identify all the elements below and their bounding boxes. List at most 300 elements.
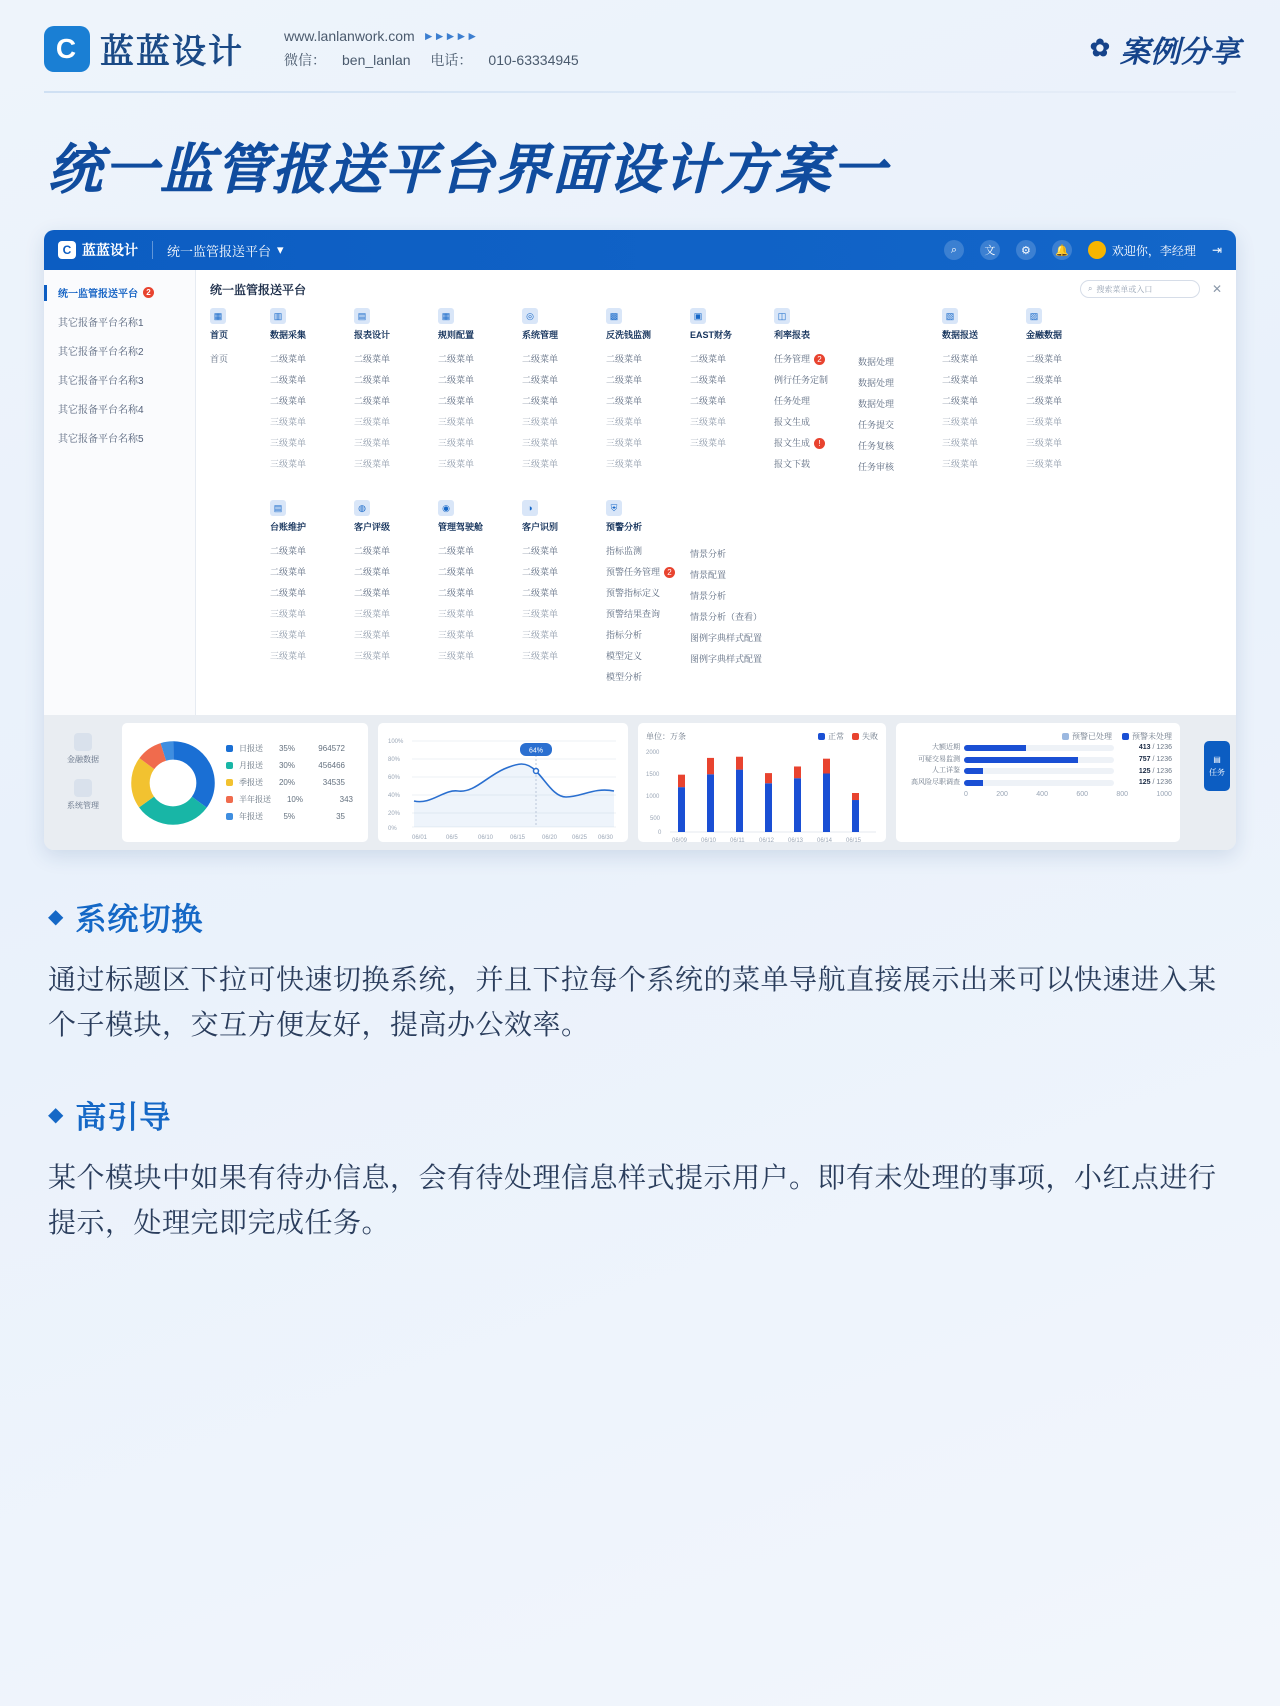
menu-item[interactable]	[270, 433, 354, 454]
svg-text:06/01: 06/01	[412, 835, 428, 841]
hbar-value: 125 / 1236	[1138, 779, 1172, 787]
menu-item[interactable]	[354, 604, 438, 625]
menu-item-label: 图例字典样式配置	[690, 654, 763, 664]
hbar-rows	[904, 744, 1172, 787]
menu-item-label: 任务审核	[858, 462, 895, 472]
menu-item[interactable]	[522, 370, 606, 391]
menu-item-label: 二级菜单	[354, 354, 391, 364]
menu-item[interactable]	[522, 604, 606, 625]
menu-item[interactable]	[270, 349, 354, 370]
menu-item[interactable]	[354, 454, 438, 475]
menu-item-label: 情景分析（查看）	[690, 612, 763, 622]
legend-value: 35	[336, 812, 345, 821]
menu-item[interactable]	[354, 625, 438, 646]
brand-name: 蓝蓝设计	[100, 33, 244, 71]
menu-item[interactable]	[858, 436, 942, 457]
platform-sidebar	[44, 270, 196, 715]
menu-item[interactable]	[522, 412, 606, 433]
menu-item[interactable]	[942, 370, 1026, 391]
menu-item[interactable]	[858, 394, 942, 415]
menu-item-label: 三级菜单	[522, 609, 559, 619]
section-heading: 高引导	[75, 1099, 172, 1135]
svg-text:20%: 20%	[388, 811, 401, 817]
menu-item[interactable]	[270, 604, 354, 625]
svg-text:06/30: 06/30	[598, 835, 614, 841]
menu-item[interactable]	[354, 646, 438, 667]
menu-column-title[interactable]: 规则配置	[438, 330, 475, 340]
menu-item-label: 二级菜单	[606, 375, 643, 385]
menu-item[interactable]	[942, 433, 1026, 454]
menu-item[interactable]	[1026, 433, 1110, 454]
menu-item-label: 二级菜单	[270, 588, 307, 598]
menu-item[interactable]	[438, 433, 522, 454]
menu-item-label: 三级菜单	[354, 609, 391, 619]
task-label: 任务	[1209, 767, 1225, 777]
menu-item-label: 任务提交	[858, 420, 895, 430]
menu-item-label: 三级菜单	[522, 417, 559, 427]
menu-item-label: 二级菜单	[438, 354, 475, 364]
legend-label: 预警未处理	[1132, 732, 1172, 741]
menu-item[interactable]	[270, 370, 354, 391]
menu-item[interactable]	[438, 391, 522, 412]
menu-item[interactable]	[606, 562, 690, 583]
menu-item[interactable]	[438, 562, 522, 583]
hbar-value: 757 / 1236	[1138, 756, 1172, 764]
menu-item-label: 二级菜单	[522, 546, 559, 556]
menu-item[interactable]	[774, 454, 858, 475]
menu-item[interactable]	[270, 541, 354, 562]
hbar-track	[964, 757, 1114, 763]
menu-column-title[interactable]: 利率报表	[774, 330, 811, 340]
user-greeting: 欢迎你，李经理	[1111, 243, 1196, 258]
gear-icon	[74, 779, 92, 797]
menu-item[interactable]	[522, 433, 606, 454]
menu-item[interactable]	[858, 373, 942, 394]
menu-item[interactable]	[1026, 391, 1110, 412]
system-switcher[interactable]	[167, 241, 284, 260]
menu-column-icon: ◍	[354, 500, 370, 516]
menu-item[interactable]	[270, 646, 354, 667]
menu-column-title[interactable]: 报表设计	[354, 330, 391, 340]
menu-column	[438, 500, 522, 688]
menu-item[interactable]: 首页	[210, 354, 229, 364]
gear-icon[interactable]: ⚙	[1016, 240, 1036, 260]
phone-value: 010-63334945	[488, 51, 579, 68]
menu-item[interactable]	[354, 349, 438, 370]
menu-item[interactable]	[270, 625, 354, 646]
svg-text:06/20: 06/20	[542, 835, 558, 841]
menu-column	[270, 308, 354, 478]
menu-item-label: 报文生成	[774, 438, 811, 448]
logo-glyph: C	[55, 32, 77, 64]
menu-item-label: 二级菜单	[690, 375, 727, 385]
legend-percent: 10%	[286, 795, 303, 804]
menu-item-label: 预警任务管理	[606, 567, 661, 577]
menu-column	[606, 308, 690, 478]
menu-column-title[interactable]: 管理驾驶舱	[438, 522, 484, 532]
menu-item[interactable]	[942, 454, 1026, 475]
menu-column-icon: ◫	[774, 308, 790, 324]
menu-item[interactable]	[774, 433, 858, 454]
menu-item[interactable]	[522, 391, 606, 412]
menu-item[interactable]	[270, 562, 354, 583]
close-icon[interactable]: ✕	[1211, 282, 1222, 296]
menu-item[interactable]	[522, 625, 606, 646]
menu-item-label: 二级菜单	[942, 396, 979, 406]
menu-column	[522, 308, 606, 478]
svg-text:1500: 1500	[646, 772, 660, 778]
menu-item-label: 指标监测	[606, 546, 643, 556]
bell-icon[interactable]: 🔔	[1052, 240, 1072, 260]
mini-sidebar	[54, 723, 112, 842]
menu-item-label: 三级菜单	[270, 630, 307, 640]
share-text: 案例分享	[1120, 35, 1240, 69]
menu-item[interactable]	[690, 433, 774, 454]
avatar	[1088, 241, 1106, 259]
diamond-icon: ◆	[48, 1103, 64, 1126]
sidebar-item[interactable]	[44, 307, 195, 336]
menu-item[interactable]	[270, 454, 354, 475]
menu-item[interactable]	[438, 412, 522, 433]
menu-item-label: 任务复核	[858, 441, 895, 451]
app-logo	[58, 240, 138, 260]
menu-item[interactable]	[438, 646, 522, 667]
page-title: 统一监管报送平台界面设计方案一	[48, 140, 888, 200]
menu-item-label: 三级菜单	[438, 438, 475, 448]
menu-item[interactable]	[354, 433, 438, 454]
menu-item-label: 二级菜单	[438, 588, 475, 598]
search-placeholder: 搜索菜单或入口	[1096, 284, 1153, 294]
svg-text:06/5: 06/5	[446, 835, 458, 841]
menu-item[interactable]	[690, 349, 774, 370]
menu-item-label: 三级菜单	[354, 459, 391, 469]
menu-column-title[interactable]: 系统管理	[522, 330, 559, 340]
donut-chart	[130, 740, 216, 826]
menu-item[interactable]	[774, 391, 858, 412]
menu-item[interactable]	[774, 370, 858, 391]
sidebar-item[interactable]	[44, 423, 195, 452]
hbar-fill	[964, 745, 1026, 751]
hbar-track	[964, 780, 1114, 786]
app-header	[44, 230, 1236, 270]
menu-item[interactable]	[1026, 412, 1110, 433]
menu-column-icon: ▨	[1026, 308, 1042, 324]
page-subtitle: 统一监管报送平台	[210, 282, 307, 297]
hbar-fill	[964, 757, 1078, 763]
menu-item[interactable]	[270, 583, 354, 604]
menu-item[interactable]	[522, 583, 606, 604]
menu-item[interactable]	[690, 391, 774, 412]
menu-item[interactable]	[1026, 454, 1110, 475]
menu-item-label: 任务处理	[774, 396, 811, 406]
sidebar-item-label: 其它报备平台名称2	[58, 347, 144, 358]
section-heading: 系统切换	[75, 902, 204, 937]
menu-grid-row1	[210, 308, 1222, 478]
menu-item-label: 预警指标定义	[606, 588, 661, 598]
bar-chart-header	[646, 731, 878, 742]
hbar-label: 高风险尽职调查	[911, 779, 960, 787]
menu-item-label: 二级菜单	[438, 396, 475, 406]
svg-text:100%: 100%	[388, 739, 404, 745]
menu-item[interactable]	[690, 412, 774, 433]
menu-item[interactable]	[942, 391, 1026, 412]
legend-item	[226, 774, 353, 791]
menu-column-title[interactable]: 反洗钱监测	[606, 330, 652, 340]
menu-column	[606, 500, 690, 688]
menu-column-icon: ⛨	[606, 500, 622, 516]
menu-item[interactable]	[354, 562, 438, 583]
sidebar-item-active[interactable]	[44, 278, 195, 307]
legend-label: 月报送	[239, 761, 263, 770]
menu-item-label: 二级菜单	[354, 396, 391, 406]
menu-item[interactable]	[438, 454, 522, 475]
svg-text:06/10: 06/10	[701, 838, 717, 844]
menu-item[interactable]	[690, 586, 774, 607]
hbar-fill	[964, 780, 983, 786]
header-divider	[44, 91, 1236, 93]
menu-item-label: 二级菜单	[354, 375, 391, 385]
svg-text:06/11: 06/11	[730, 838, 745, 844]
menu-item-label: 情景分析	[690, 549, 727, 559]
menu-item-label: 二级菜单	[1026, 354, 1063, 364]
mini-sidebar-item[interactable]	[67, 733, 99, 765]
menu-item-label: 任务管理	[774, 354, 811, 364]
flower-icon: ✿	[1089, 35, 1110, 62]
translate-icon[interactable]: 文	[980, 240, 1000, 260]
menu-item[interactable]	[606, 583, 690, 604]
menu-item[interactable]	[690, 628, 774, 649]
menu-item[interactable]	[942, 349, 1026, 370]
svg-text:80%: 80%	[388, 757, 401, 763]
menu-column	[690, 500, 774, 688]
menu-item-label: 图例字典样式配置	[690, 633, 763, 643]
menu-item-label: 二级菜单	[606, 354, 643, 364]
menu-item[interactable]	[858, 352, 942, 373]
menu-item-label: 三级菜单	[438, 609, 475, 619]
menu-item[interactable]	[438, 625, 522, 646]
app-logo-mark-icon: C	[58, 241, 76, 259]
menu-item[interactable]	[606, 412, 690, 433]
menu-item[interactable]	[858, 415, 942, 436]
menu-item[interactable]	[354, 391, 438, 412]
menu-item-label: 二级菜单	[270, 396, 307, 406]
menu-item-label: 三级菜单	[270, 459, 307, 469]
sidebar-item[interactable]	[44, 365, 195, 394]
axis-tick: 200	[996, 790, 1008, 798]
legend-percent: 35%	[278, 744, 295, 753]
menu-column	[942, 308, 1026, 478]
menu-item[interactable]	[606, 625, 690, 646]
menu-item-label: 三级菜单	[522, 651, 559, 661]
menu-item[interactable]	[270, 391, 354, 412]
status-badge: 2	[814, 354, 825, 365]
menu-item[interactable]	[1026, 370, 1110, 391]
legend-label: 半年报送	[239, 795, 271, 804]
menu-column	[774, 308, 858, 478]
search-icon[interactable]: ⌕	[944, 240, 964, 260]
menu-item-label: 二级菜单	[522, 354, 559, 364]
column-chart	[646, 744, 878, 844]
menu-item[interactable]	[858, 457, 942, 478]
legend-percent: 5%	[283, 812, 295, 821]
menu-item[interactable]	[354, 370, 438, 391]
menu-item-label: 三级菜单	[438, 651, 475, 661]
menu-item-label: 三级菜单	[942, 438, 979, 448]
hbar-legend	[904, 731, 1172, 742]
menu-item-label: 三级菜单	[942, 417, 979, 427]
menu-item[interactable]	[774, 349, 858, 370]
sidebar-item[interactable]	[44, 394, 195, 423]
svg-text:06/09: 06/09	[672, 838, 688, 844]
menu-panel	[196, 270, 1236, 715]
logout-icon[interactable]: ⇥	[1211, 243, 1222, 257]
menu-column-title[interactable]: 客户识别	[522, 522, 559, 532]
hbar-track	[964, 768, 1114, 774]
menu-column-title[interactable]: 数据采集	[270, 330, 307, 340]
menu-item-label: 报文生成	[774, 417, 811, 427]
menu-column-title[interactable]: 预警分析	[606, 522, 643, 532]
menu-item[interactable]	[690, 544, 774, 565]
menu-item[interactable]	[438, 370, 522, 391]
axis-tick: 0	[964, 790, 968, 798]
menu-item[interactable]	[438, 604, 522, 625]
legend-label: 日报送	[239, 744, 263, 753]
menu-column-icon: ◉	[438, 500, 454, 516]
menu-item[interactable]	[606, 541, 690, 562]
menu-item-label: 二级菜单	[438, 567, 475, 577]
menu-item[interactable]	[606, 370, 690, 391]
menu-item[interactable]	[522, 454, 606, 475]
menu-item[interactable]	[1026, 349, 1110, 370]
menu-item[interactable]	[354, 412, 438, 433]
menu-column-icon: ▧	[942, 308, 958, 324]
hbar-axis-ticks	[904, 791, 1172, 798]
menu-column-home	[210, 308, 270, 478]
menu-item[interactable]	[606, 433, 690, 454]
menu-item-label: 二级菜单	[270, 375, 307, 385]
menu-item[interactable]	[774, 412, 858, 433]
menu-item[interactable]	[354, 541, 438, 562]
menu-item-label: 三级菜单	[690, 438, 727, 448]
menu-column-title[interactable]: 数据报送	[942, 330, 979, 340]
wechat-label: 微信：	[284, 51, 326, 68]
menu-item-label: 二级菜单	[522, 588, 559, 598]
menu-item-label: 三级菜单	[438, 630, 475, 640]
menu-item[interactable]	[606, 349, 690, 370]
chart-card-line	[378, 723, 628, 842]
mini-sidebar-item[interactable]	[67, 779, 99, 811]
menu-item[interactable]	[606, 391, 690, 412]
sidebar-item-label: 其它报备平台名称4	[58, 405, 144, 416]
menu-item[interactable]	[438, 349, 522, 370]
menu-item-label: 三级菜单	[354, 651, 391, 661]
chart-card-pie	[122, 723, 368, 842]
sidebar-item-label: 统一监管报送平台	[58, 289, 138, 300]
task-side-tab[interactable]	[1204, 741, 1230, 791]
menu-item[interactable]	[690, 649, 774, 670]
menu-item-label: 二级菜单	[438, 546, 475, 556]
menu-item-label: 三级菜单	[1026, 438, 1063, 448]
menu-column-title[interactable]: 金融数据	[1026, 330, 1063, 340]
svg-text:06/13: 06/13	[788, 838, 804, 844]
menu-column-title[interactable]: 台账维护	[270, 522, 307, 532]
svg-text:06/15: 06/15	[510, 835, 526, 841]
menu-item[interactable]	[606, 454, 690, 475]
sidebar-item[interactable]	[44, 336, 195, 365]
svg-text:06/25: 06/25	[572, 835, 588, 841]
sidebar-item-label: 其它报备平台名称3	[58, 376, 144, 387]
hbar-row	[904, 779, 1172, 787]
menu-column	[690, 308, 774, 478]
menu-item[interactable]	[606, 604, 690, 625]
menu-item[interactable]	[606, 646, 690, 667]
hbar-value: 413 / 1236	[1138, 744, 1172, 752]
menu-item[interactable]	[438, 541, 522, 562]
menu-item[interactable]	[522, 562, 606, 583]
menu-column-title[interactable]: 客户评级	[354, 522, 391, 532]
menu-item[interactable]	[270, 412, 354, 433]
menu-item[interactable]	[690, 607, 774, 628]
legend-value: 343	[339, 795, 353, 804]
sidebar-item-label: 其它报备平台名称1	[58, 318, 144, 329]
menu-item[interactable]	[354, 583, 438, 604]
menu-item-label: 二级菜单	[1026, 375, 1063, 385]
menu-item-label: 二级菜单	[1026, 396, 1063, 406]
menu-item-label: 数据处理	[858, 357, 895, 367]
menu-column	[522, 500, 606, 688]
svg-text:06/14: 06/14	[817, 838, 833, 844]
menu-item-label: 二级菜单	[522, 375, 559, 385]
menu-item[interactable]	[690, 370, 774, 391]
home-icon: ▦	[210, 308, 226, 324]
menu-item-label: 三级菜单	[942, 459, 979, 469]
share-tag	[1090, 27, 1240, 71]
section-system-switch	[48, 894, 1232, 1048]
menu-item-label: 三级菜单	[606, 438, 643, 448]
menu-item-label: 三级菜单	[270, 651, 307, 661]
line-chart	[386, 731, 620, 843]
chevron-down-icon: ▾	[277, 242, 284, 257]
axis-tick: 1000	[1156, 790, 1172, 798]
menu-column	[354, 308, 438, 478]
menu-item[interactable]	[606, 667, 690, 688]
menu-item[interactable]	[438, 583, 522, 604]
menu-column-icon: ◎	[522, 308, 538, 324]
menu-item[interactable]	[690, 565, 774, 586]
hbar-label: 人工详鉴	[932, 767, 960, 775]
menu-column	[1026, 308, 1110, 478]
menu-item-label: 二级菜单	[438, 375, 475, 385]
menu-item[interactable]	[942, 412, 1026, 433]
menu-item[interactable]	[522, 646, 606, 667]
brand-contact	[284, 25, 595, 73]
svg-text:1000: 1000	[646, 794, 660, 800]
menu-column-title[interactable]: EAST财务	[690, 330, 733, 340]
hbar-label: 大额近期	[932, 744, 960, 751]
header-divider-vertical	[152, 241, 153, 259]
menu-column-title[interactable]: 首页	[210, 330, 229, 340]
menu-item[interactable]	[522, 541, 606, 562]
menu-item[interactable]	[522, 349, 606, 370]
svg-text:06/12: 06/12	[759, 838, 775, 844]
menu-column-icon: ▤	[270, 500, 286, 516]
legend-value: 456466	[318, 761, 345, 770]
user-menu[interactable]	[1088, 241, 1196, 259]
search-input[interactable]	[1080, 280, 1200, 298]
menu-item-label: 例行任务定制	[774, 375, 829, 385]
chart-card-hbar	[896, 723, 1180, 842]
menu-item-label: 二级菜单	[690, 396, 727, 406]
